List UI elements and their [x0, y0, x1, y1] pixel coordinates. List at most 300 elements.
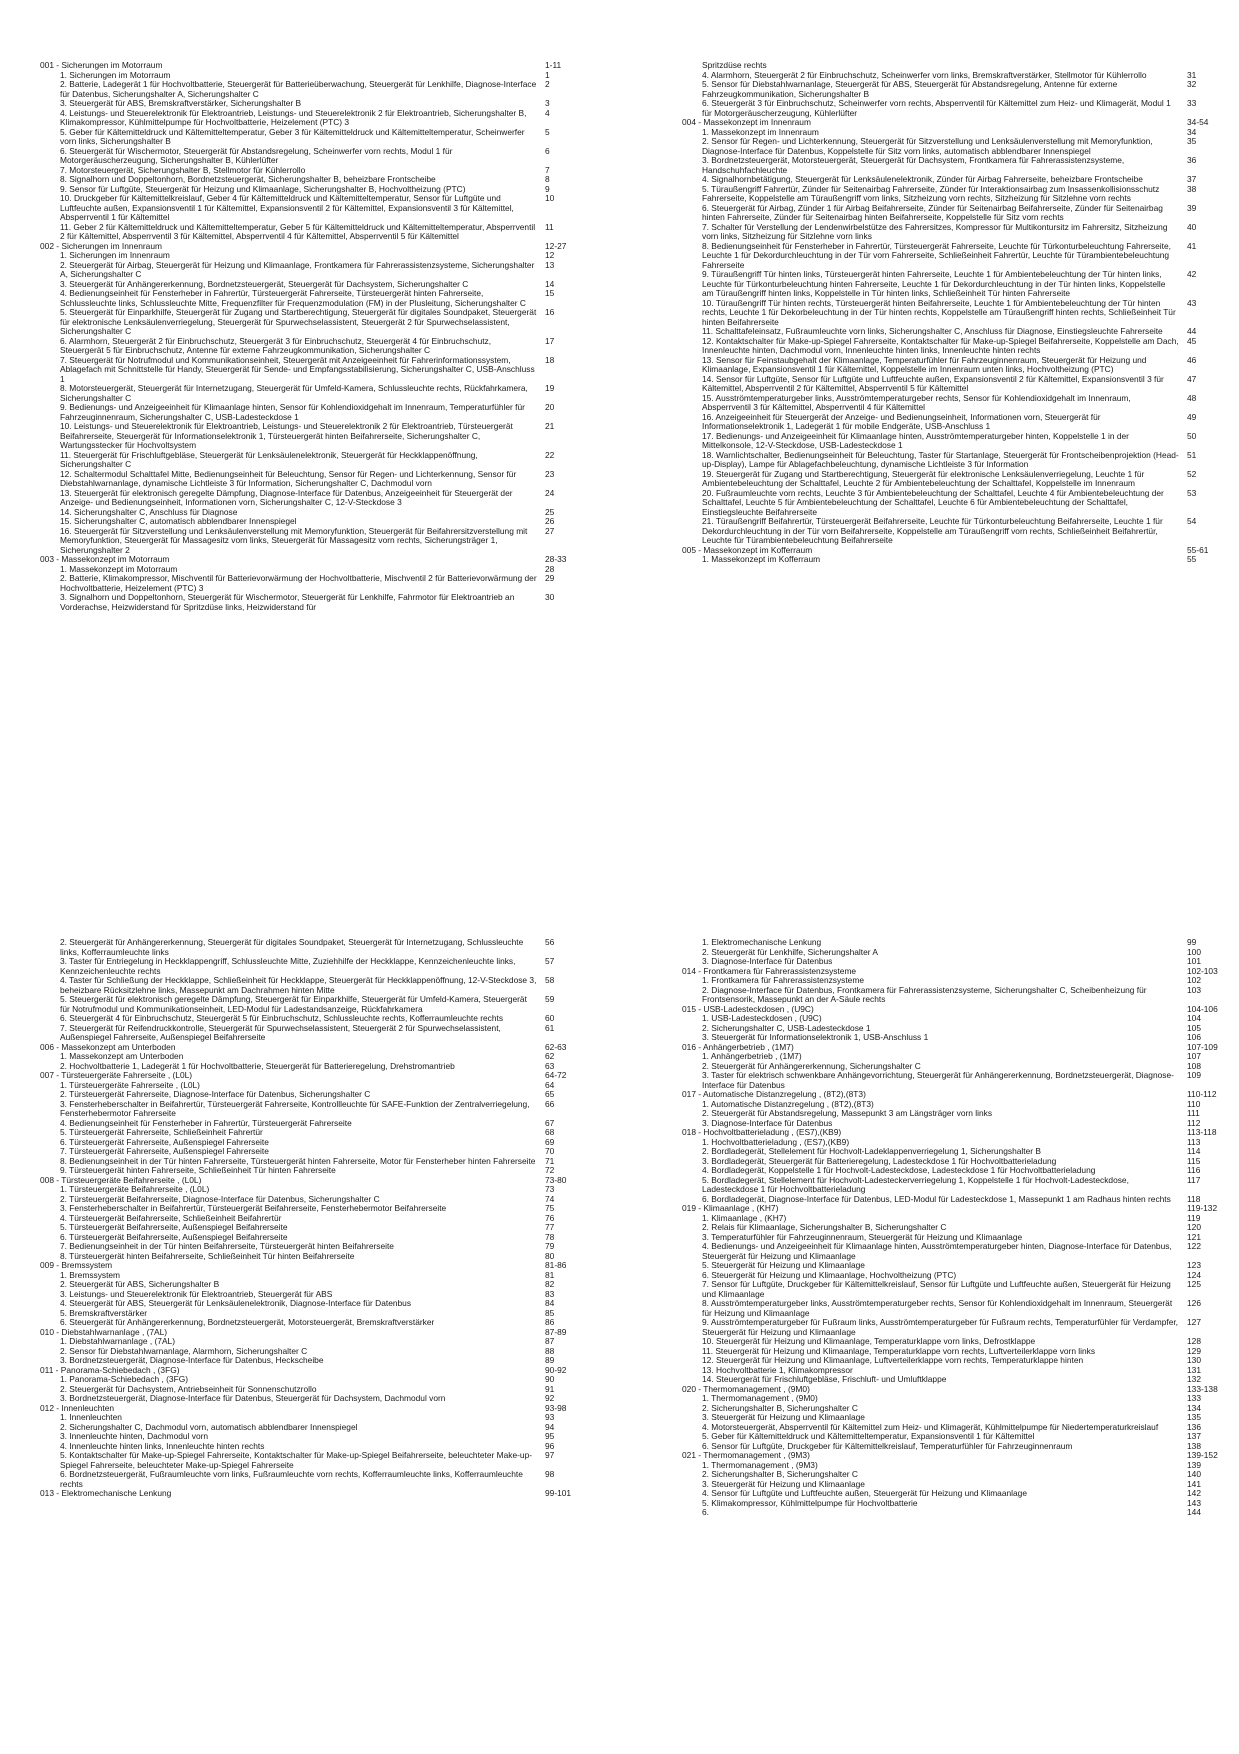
toc-entry-title: 3. Taster für Entriegelung in Heckklappengriff, Schlussleuchte Mitte, Zuziehhilfe der Heckklappe, Kennzeichenleuchte links, Kennzeichenleuchte rechts [60, 956, 516, 976]
toc-entry [682, 1299, 1239, 1318]
toc-page-number: 40 [1187, 221, 1197, 232]
toc-entry [682, 1318, 1239, 1337]
toc-entry-title: 3. Diagnose-Interface für Datenbus [702, 1117, 833, 1128]
toc-page-number: 56 [545, 938, 555, 947]
toc-page-number: 91 [545, 1383, 555, 1394]
toc-page-number: 10 [545, 193, 555, 203]
toc-entry-title: 1. Türsteuergeräte Beifahrerseite , (L0L) [60, 1184, 210, 1194]
toc-entry [682, 99, 1239, 118]
toc-entry-title: 4. Taster für Schließung der Heckklappe, Schließeinheit für Heckklappe, Steuergerät für Heckklappenöffnung, 12-V-Steckdose 3, beheizbare Rücksitzlehne links, Massepunkt am Dachrahmen hinten Mitte [60, 975, 537, 995]
toc-page-number: 65 [545, 1089, 555, 1099]
toc-page-number: 95 [545, 1431, 555, 1441]
toc-page-number: 86 [545, 1317, 555, 1327]
toc-entry-title: 2. Steuergerät für ABS, Sicherungshalter B [60, 1279, 220, 1289]
toc-entry-title: 11. Steuergerät für Frischluftgebläse, Steuergerät für Lenksäulenelektronik, Steuergerät für Heckklappenöffnung, Sicherungshalter C [60, 449, 478, 469]
toc-entry [682, 1508, 1239, 1518]
toc-entry-title: 8. Ausströmtemperaturgeber links, Ausströmtemperaturgeber rechts, Sensor für Kohlendioxidgehalt im Innenraum, Steuergerät für Heizung und Klimaanlage [702, 1298, 1173, 1318]
toc-entry-title: 7. Sensor für Luftgüte, Druckgeber für Kältemittelkreislauf, Sensor für Luftgüte und Luftfeuchte außen, Steuergerät für Heizung und Klimaanlage [702, 1279, 1171, 1299]
toc-entry [40, 593, 606, 612]
toc-entry-title: 7. Motorsteuergerät, Sicherungshalter B, Stellmotor für Kühlerrollo [60, 164, 306, 175]
toc-page-number: 122 [1187, 1241, 1201, 1251]
toc-page-number: 70 [545, 1146, 555, 1156]
toc-page-number: 113-118 [1187, 1127, 1217, 1137]
toc-entry-title: 2. Sicherungshalter C, Dachmodul vorn, automatisch abblendbarer Innenspiegel [60, 1421, 358, 1432]
toc-entry-title: 006 - Massekonzept am Unterboden [40, 1041, 176, 1052]
toc-page-number: 25 [545, 506, 555, 517]
toc-page-number: 100 [1187, 946, 1201, 957]
toc-entry-title: 3. Fensterheberschalter in Beifahrertür, Türsteuergerät Beifahrerseite, Fensterhebermotor Beifahrerseite [60, 1203, 447, 1213]
toc-entry-title: 012 - Innenleuchten [40, 1402, 115, 1413]
toc-page-number: 116 [1187, 1165, 1201, 1175]
page2-right-column [682, 938, 1239, 1710]
toc-entry-title: 1. Panorama-Schiebedach , (3FG) [60, 1374, 189, 1384]
toc-page-number: 47 [1187, 373, 1197, 384]
toc-page-number: 123 [1187, 1260, 1201, 1270]
toc-page-number: 90-92 [545, 1364, 567, 1375]
toc-page-number: 107 [1187, 1051, 1201, 1061]
toc-entry [682, 242, 1239, 271]
toc-entry [40, 1470, 606, 1489]
toc-entry-title: 1. Diebstahlwarnanlage , (7AL) [60, 1336, 175, 1346]
toc-entry [40, 147, 606, 166]
toc-page-number: 81-86 [545, 1260, 567, 1270]
toc-page-number: 63 [545, 1060, 555, 1071]
toc-entry-title: 2. Batterie, Ladegerät 1 für Hochvoltbatterie, Steuergerät für Batterieüberwachung, Steuergerät für Lenkhilfe, Diagnose-Interface für Datenbus, Sicherungshalter A, Sicherungshalter C [60, 79, 537, 99]
toc-entry-title: 6. Steuergerät für Airbag, Zünder 1 für Airbag Beifahrerseite, Zünder für Seitenairbag Beifahrerseite, Zünder für Seitenairbag hinten Fahrerseite, Zünder für Seitenairbag hinten Beifahrerseite, Koppelstelle für Sitz vorn rechts [702, 202, 1163, 222]
toc-entry-title: 6. Sensor für Luftgüte, Druckgeber für Kältemittelkreislauf, Temperaturfühler für Fahrzeuginnenraum [702, 1440, 1073, 1451]
toc-page-number: 48 [1187, 392, 1197, 403]
toc-entry-title: 011 - Panorama-Schiebedach , (3FG) [40, 1364, 180, 1375]
toc-entry [40, 995, 606, 1014]
toc-page-number: 104 [1187, 1013, 1201, 1023]
toc-page-number: 101 [1187, 956, 1201, 966]
toc-page-number: 115 [1187, 1155, 1201, 1166]
toc-page-number: 45 [1187, 335, 1197, 346]
toc-entry-title: 9. Türaußengriff Tür hinten links, Türsteuergerät hinten Fahrerseite, Leuchte 1 für Ambientebeleuchtung der Tür hinten links, Leuchte für Türkonturbeleuchtung hinten Fahrerseite, Leuchte 1 für Dekordurchleuchtung in der Tür hinten links, Koppelstelle am Türaußengriff hinten links, Koppelstelle in Tür hinten links, Schließeinheit Tür hinten Fahrerseite [702, 269, 1166, 298]
toc-page-number: 22 [545, 449, 555, 460]
toc-entry-title: 2. Sensor für Regen- und Lichterkennung, Steuergerät für Sitzverstellung und Lenksäulenverstellung mit Memoryfunktion, Diagnose-Interface für Datenbus, Koppelstelle für Sitz vorn links, automatisch abblendbarer Innenspiegel [702, 136, 1153, 156]
toc-page-number: 71 [545, 1155, 555, 1166]
toc-page-number: 23 [545, 468, 555, 479]
toc-entry-title: 1. Frontkamera für Fahrerassistenzsysteme [702, 975, 864, 985]
toc-entry-title: 7. Steuergerät für Reifendruckkontrolle, Steuergerät für Spurwechselassistent, Steuergerät 2 für Spurwechselassistent, Außenspiegel Fahrerseite, Außenspiegel Beifahrerseite [60, 1022, 501, 1042]
toc-entry-title: 11. Geber 2 für Kältemitteldruck und Kältemitteltemperatur, Geber 5 für Kältemitteldruck und Kältemitteltemperatur, Absperrventil 2 für Kältemittel, Absperrventil 3 für Kältemittel, Absperrventil 4 für Kältemittel, Absperrventil 5 für Kältemittel [60, 221, 536, 241]
toc-entry-title: 8. Bedienungseinheit für Fensterheber in Fahrertür, Türsteuergerät Fahrerseite, Leuchte für Türkonturbeleuchtung Fahrerseite, Leuchte 1 für Dekordurchleuchtung in der Tür vorn Fahrerseite, Schließeinheit Fahrertür, Leuchte für Türambientebeleuchtung Fahrerseite [702, 240, 1171, 270]
toc-page-number: 73-80 [545, 1174, 567, 1185]
toc-page-number: 107-109 [1187, 1041, 1218, 1052]
toc-page-number: 46 [1187, 354, 1197, 365]
toc-page-number: 127 [1187, 1317, 1201, 1327]
toc-page-number: 130 [1187, 1355, 1201, 1365]
toc-page-number: 9 [545, 183, 550, 194]
toc-entry-title: 1. Elektromechanische Lenkung [702, 938, 822, 947]
toc-page-number: 137 [1187, 1431, 1201, 1441]
toc-page-number: 1-11 [545, 61, 562, 70]
toc-entry-title: 3. Diagnose-Interface für Datenbus [702, 956, 833, 966]
toc-entry-title: 2. Batterie, Klimakompressor, Mischventil für Batterievorwärmung der Hochvoltbatterie, Mischventil 2 für Batterievorwärmung der Hochvoltbatterie, Heizelement (PTC) 3 [60, 573, 537, 593]
toc-entry-title: 18. Warnlichtschalter, Bedienungseinheit für Beleuchtung, Taster für Startanlage, Steuergerät für Frontscheibenprojektion (Head-up-Display), Lampe für Ablagefachbeleuchtung, dynamische Lichtleiste 3 für Information [702, 449, 1179, 469]
toc-entry-title: 4. Bedienungseinheit für Fensterheber in Fahrertür, Türsteuergerät Fahrerseite, Türsteuergerät hinten Fahrerseite, Schlussleuchte links, Schlussleuchte Mitte, Frequenzfilter für Frequenzmodulation (FM) in der Plusleitung, Sicherungshalter C [60, 288, 526, 308]
toc-page-number: 119 [1187, 1212, 1201, 1223]
toc-entry-title: 8. Türsteuergerät hinten Beifahrerseite, Schließeinheit Tür hinten Beifahrerseite [60, 1250, 355, 1261]
toc-entry-title: 8. Motorsteuergerät, Steuergerät für Internetzugang, Steuergerät für Umfeld-Kamera, Schlussleuchte rechts, Rückfahrkamera, Sicherungshalter C [60, 383, 528, 403]
toc-entry-title: 4. Motorsteuergerät, Absperrventil für Kältemittel zum Heiz- und Klimagerät, Kühlmittelpumpe für Niedertemperaturkreislauf [702, 1421, 1159, 1432]
toc-page-number: 62-63 [545, 1041, 567, 1052]
toc-page-number: 2 [545, 79, 550, 89]
toc-entry-title: 1. Bremssystem [60, 1269, 121, 1280]
toc-page-number: 60 [545, 1013, 555, 1023]
toc-entry-title: 1. Massekonzept im Innenraum [702, 126, 819, 137]
toc-entry-title: 10. Türaußengriff Tür hinten rechts, Türsteuergerät hinten Beifahrerseite, Leuchte 1 für Ambientebeleuchtung der Tür hinten rechts, Leuchte 1 für Dekorbeleuchtung in der Tür hinten rechts, Koppelstelle am Türaußengriff hinten rechts, Schließeinheit Tür hinten Beifahrerseite [702, 297, 1176, 327]
toc-entry-title: 10. Druckgeber für Kältemittelkreislauf, Geber 4 für Kältemitteldruck und Kältemitteltemperatur, Sensor für Luftgüte und Luftfeuchte außen, Expansionsventil 1 für Kältemittel, Expansionsventil 2 für Kältemittel, Expansionsventil 3 für Kältemittel, Absperrventil 1 für Kältemittel [60, 193, 514, 222]
toc-entry [40, 384, 606, 403]
toc-page-number: 140 [1187, 1469, 1201, 1479]
toc-entry-title: Spritzdüse rechts [702, 61, 767, 70]
toc-entry-title: 2. Türsteuergerät Fahrerseite, Diagnose-Interface für Datenbus, Sicherungshalter C [60, 1089, 371, 1099]
toc-entry [40, 1252, 606, 1262]
toc-page-number: 52 [1187, 468, 1197, 479]
toc-page-number: 38 [1187, 183, 1197, 194]
toc-entry-title: 019 - Klimaanlage , (KH7) [682, 1203, 779, 1213]
toc-page-number: 89 [545, 1355, 555, 1365]
toc-entry-title: 3. Bordladegerät, Steuergerät für Batterieregelung, Ladesteckdose 1 für Hochvoltbatterieladung [702, 1155, 1057, 1166]
toc-entry-title: 6. Bordnetzsteuergerät, Fußraumleuchte vorn links, Fußraumleuchte vorn rechts, Kofferraumleuchte links, Kofferraumleuchte rechts [60, 1469, 523, 1489]
toc-entry [40, 356, 606, 385]
toc-entry-title: 9. Bedienungs- und Anzeigeeinheit für Klimaanlage hinten, Sensor für Kohlendioxidgehalt im Innenraum, Temperaturfühler für Fahrzeuginnenraum, Sicherungshalter C, USB-Ladesteckdose 1 [60, 402, 525, 422]
toc-entry-title: 4. Innenleuchte hinten links, Innenleuchte hinten rechts [60, 1440, 265, 1451]
toc-entry-title: 5. Steuergerät für elektronisch geregelte Dämpfung, Steuergerät für Einparkhilfe, Steuergerät für Umfeld-Kamera, Steuergerät für Notrufmodul und Kommunikationseinheit, LED-Modul für Ladestandsanzeige, Rückfahrkamera [60, 994, 527, 1014]
toc-page-number: 106 [1187, 1032, 1201, 1042]
toc-page-number: 55 [1187, 554, 1197, 564]
toc-entry [682, 451, 1239, 470]
toc-page-number: 93 [545, 1412, 555, 1422]
toc-entry-title: 4. Steuergerät für ABS, Steuergerät für Lenksäulenelektronik, Diagnose-Interface für Datenbus [60, 1298, 412, 1308]
toc-entry-title: 3. Bordnetzsteuergerät, Diagnose-Interface für Datenbus, Steuergerät für Dachsystem, Dachmodul vorn [60, 1393, 446, 1403]
toc-entry-title: 6. Steuergerät 4 für Einbruchschutz, Steuergerät 5 für Einbruchschutz, Schlussleuchte rechts, Kofferraumleuchte rechts [60, 1013, 504, 1023]
toc-entry [40, 1394, 606, 1404]
toc-entry [682, 1071, 1239, 1090]
toc-entry-title: 17. Bedienungs- und Anzeigeeinheit für Klimaanlage hinten, Ausströmtemperaturgeber hinten, Koppelstelle 1 in der Mittelkonsole, 12-V-Steckdose, USB-Ladesteckdose 1 [702, 430, 1129, 450]
toc-page-number: 69 [545, 1136, 555, 1147]
toc-entry [40, 470, 606, 489]
toc-entry-title: 4. Türsteuergerät Beifahrerseite, Schließeinheit Beifahrertür [60, 1212, 282, 1223]
toc-entry-title: 008 - Türsteuergeräte Beifahrerseite , (L0L) [40, 1174, 202, 1185]
toc-page-number: 59 [545, 994, 555, 1004]
toc-entry-title: 4. Bedienungseinheit für Fensterheber in Fahrertür, Türsteuergerät Fahrerseite [60, 1117, 352, 1128]
toc-page-number: 61 [545, 1022, 555, 1033]
toc-page-number: 32 [1187, 79, 1197, 89]
toc-page-number: 133 [1187, 1393, 1201, 1403]
toc-page-number: 5 [545, 126, 550, 137]
toc-page-number: 83 [545, 1288, 555, 1299]
toc-entry-title: 7. Türsteuergerät Fahrerseite, Außenspiegel Fahrerseite [60, 1146, 269, 1156]
toc-entry-title: 6. Türsteuergerät Beifahrerseite, Außenspiegel Beifahrerseite [60, 1231, 288, 1242]
toc-entry-title: 2. Steuergerät für Lenkhilfe, Sicherungshalter A [702, 946, 878, 957]
toc-entry-title: 2. Bordladegerät, Stellelement für Hochvolt-Ladeklappenverriegelung 1, Sicherungshalter B [702, 1146, 1041, 1156]
toc-page-number: 39 [1187, 202, 1197, 213]
toc-page-number: 93-98 [545, 1402, 567, 1413]
toc-entry-title: 2. Steuergerät für Abstandsregelung, Massepunkt 3 am Längsträger vorn links [702, 1108, 993, 1118]
toc-page-number: 128 [1187, 1336, 1201, 1346]
toc-entry-title: 19. Steuergerät für Zugang und Startberechtigung, Steuergerät für elektronische Lenksäulenverriegelung, Leuchte 1 für Ambientebeleuchtung der Schalttafel, Leuchte 2 für Ambientebeleuchtung der Schalttafel, Koppelstelle im Innenraum [702, 468, 1145, 488]
toc-entry [682, 80, 1239, 99]
page1-left-column [40, 61, 606, 807]
toc-entry-title: 6. Türsteuergerät Fahrerseite, Außenspiegel Fahrerseite [60, 1136, 269, 1147]
toc-entry [40, 574, 606, 593]
toc-page-number: 103 [1187, 984, 1201, 995]
toc-entry-title: 007 - Türsteuergeräte Fahrerseite , (L0L) [40, 1070, 193, 1080]
toc-page-number: 102-103 [1187, 965, 1218, 976]
toc-page-number: 29 [545, 573, 555, 583]
toc-page-number: 109 [1187, 1070, 1201, 1080]
toc-entry-title: 2. Relais für Klimaanlage, Sicherungshalter B, Sicherungshalter C [702, 1222, 947, 1232]
toc-entry-title: 6. Steuergerät für Heizung und Klimaanlage, Hochvoltheizung (PTC) [702, 1269, 957, 1280]
toc-page-number: 138 [1187, 1440, 1201, 1451]
toc-page-number: 85 [545, 1307, 555, 1318]
toc-entry [40, 128, 606, 147]
toc-page-number: 132 [1187, 1374, 1201, 1384]
toc-page-number: 28 [545, 563, 555, 574]
toc-entry [682, 470, 1239, 489]
toc-entry-title: 8. Signalhorn und Doppeltonhorn, Bordnetzsteuergerät, Sicherungshalter B, beheizbare Frontscheibe [60, 174, 436, 184]
toc-page-number: 119-132 [1187, 1203, 1218, 1213]
toc-page-number: 73 [545, 1184, 555, 1194]
toc-page-number: 111 [1187, 1108, 1200, 1118]
toc-entry [40, 938, 606, 957]
toc-page-number: 18 [545, 354, 555, 365]
toc-entry-title: 2. Türsteuergerät Beifahrerseite, Diagnose-Interface für Datenbus, Sicherungshalter C [60, 1193, 380, 1204]
toc-entry-title: 11. Steuergerät für Heizung und Klimaanlage, Temperaturklappe vorn rechts, Luftverteilerklappe vorn links [702, 1345, 1096, 1356]
toc-page-number: 133-138 [1187, 1383, 1218, 1394]
toc-page-number: 72 [545, 1165, 555, 1175]
toc-page-number: 31 [1187, 69, 1197, 80]
toc-entry [40, 976, 606, 995]
toc-entry-title: 13. Sensor für Feinstaubgehalt der Klimaanlage, Temperaturfühler für Fahrzeuginnenraum, Steuergerät für Heizung und Klimaanlage, Expansionsventil 1 für Kältemittel, Koppelstelle im Innenraum unten links, Hochvoltheizung (PTC) [702, 354, 1147, 374]
toc-page-number: 118 [1187, 1193, 1201, 1204]
toc-entry [682, 223, 1239, 242]
toc-page-number: 113 [1187, 1136, 1201, 1147]
toc-entry [40, 109, 606, 128]
toc-entry-title: 1. USB-Ladesteckdosen , (U9C) [702, 1013, 822, 1023]
toc-entry-title: 016 - Anhängerbetrieb , (1M7) [682, 1041, 794, 1052]
toc-page-number: 117 [1187, 1174, 1201, 1185]
toc-entry-title: 1. Thermomanagement , (9M3) [702, 1459, 818, 1470]
toc-page-number: 12 [545, 250, 555, 260]
toc-page-number: 66 [545, 1098, 555, 1109]
toc-entry [682, 1280, 1239, 1299]
toc-entry-title: 9. Ausströmtemperaturgeber für Fußraum links, Ausströmtemperaturgeber für Fußraum rechts, Temperaturfühler für Verdampfer, Steuergerät für Heizung und Klimaanlage [702, 1317, 1179, 1337]
toc-entry-title: 1. Klimaanlage , (KH7) [702, 1212, 787, 1223]
toc-page-number: 120 [1187, 1222, 1201, 1232]
toc-entry [682, 356, 1239, 375]
toc-entry-title: 14. Sicherungshalter C, Anschluss für Diagnose [60, 506, 238, 517]
toc-entry-title: 6. Steuergerät für Anhängererkennung, Bordnetzsteuergerät, Motorsteuergerät, Bremskraftverstärker [60, 1317, 435, 1327]
toc-entry-title: 3. Leistungs- und Steuerelektronik für Elektroantrieb, Steuergerät für ABS [60, 1288, 333, 1299]
toc-page-number: 62 [545, 1051, 555, 1061]
toc-page-number: 131 [1187, 1364, 1201, 1375]
toc-page-number: 27 [545, 525, 555, 536]
toc-entry-title: 018 - Hochvoltbatterieladung , (ES7),(KB9) [682, 1127, 842, 1137]
toc-entry-title: 5. Sensor für Diebstahlwarnanlage, Steuergerät für ABS, Steuergerät für Abstandsregelung, Antenne für externe Fahrzeugkommunikation, Sicherungshalter B [702, 79, 1118, 99]
toc-entry-title: 2. Sicherungshalter B, Sicherungshalter C [702, 1469, 858, 1479]
toc-entry [682, 137, 1239, 156]
toc-entry-title: 1. Thermomanagement , (9M0) [702, 1393, 818, 1403]
toc-entry-title: 4. Sensor für Luftgüte und Luftfeuchte außen, Steuergerät für Heizung und Klimaanlage [702, 1488, 1027, 1498]
toc-entry [682, 1176, 1239, 1195]
toc-entry [682, 185, 1239, 204]
toc-entry [682, 337, 1239, 356]
toc-page-number: 11 [545, 221, 554, 232]
toc-page-number: 144 [1187, 1507, 1201, 1517]
toc-entry-title: 10. Leistungs- und Steuerelektronik für Elektroantrieb, Leistungs- und Steuerelektronik 2 für Elektroantrieb, Türsteuergerät Beifahrerseite, Steuergerät für Informationselektronik 1, Türsteuergerät hinten Beifahrerseite, Sicherungshalter C, Wartungsstecker für Hochvoltsystem [60, 421, 513, 450]
toc-entry-title: 1. Anhängerbetrieb , (1M7) [702, 1051, 802, 1061]
toc-entry-title: 1. Hochvoltbatterieladung , (ES7),(KB9) [702, 1136, 850, 1147]
toc-page-number: 87 [545, 1336, 555, 1346]
toc-entry-title: 3. Taster für elektrisch schwenkbare Anhängevorrichtung, Steuergerät für Anhängererkennung, Bordnetzsteuergerät, Diagnose-Interface für Datenbus [702, 1070, 1174, 1090]
toc-page-number: 90 [545, 1374, 555, 1384]
toc-entry-title: 9. Sensor für Luftgüte, Steuergerät für Heizung und Klimaanlage, Sicherungshalter B, Hochvoltheizung (PTC) [60, 183, 466, 194]
toc-entry-title: 013 - Elektromechanische Lenkung [40, 1488, 172, 1498]
toc-page-number: 92 [545, 1393, 555, 1403]
toc-page-number: 114 [1187, 1146, 1201, 1156]
toc-entry-title: 12. Steuergerät für Heizung und Klimaanlage, Luftverteilerklappe vorn rechts, Temperaturklappe hinten [702, 1355, 1084, 1365]
toc-entry-title: 3. Steuergerät für Anhängererkennung, Bordnetzsteuergerät, Steuergerät für Dachsystem, Sicherungshalter C [60, 278, 469, 289]
toc-page-number: 20 [545, 402, 555, 412]
toc-entry-title: 6. Steuergerät 3 für Einbruchschutz, Scheinwerfer vorn rechts, Absperrventil für Kältemittel zum Heiz- und Klimagerät, Modul 1 für Motorgeräuscherzeugung, Kühlerlüfter [702, 98, 1171, 118]
toc-page-number: 121 [1187, 1231, 1201, 1242]
toc-page-number: 58 [545, 975, 555, 985]
toc-entry-title: 3. Temperaturfühler für Fahrzeuginnenraum, Steuergerät für Heizung und Klimaanlage [702, 1231, 1023, 1242]
toc-entry-title: 14. Steuergerät für Frischluftgebläse, Frischluft- und Umluftklappe [702, 1374, 947, 1384]
toc-page-number: 64-72 [545, 1070, 567, 1080]
toc-page-number: 129 [1187, 1345, 1201, 1356]
toc-entry-title: 5. Steuergerät für Einparkhilfe, Steuergerät für Zugang und Startberechtigung, Steuergerät für digitales Soundpaket, Steuergerät für elektronische Lenksäulenverriegelung, Steuergerät für Spurwechselassistent, Steuergerät 2 für Spurwechselassistent, Sicherungshalter C [60, 307, 537, 336]
toc-section-heading [40, 1489, 606, 1499]
toc-entry-title: 3. Steuergerät für Heizung und Klimaanlage [702, 1412, 865, 1422]
toc-entry-title: 2. Diagnose-Interface für Datenbus, Frontkamera für Fahrerassistenzsysteme, Sicherungshalter C, Scheibenheizung für Frontsensorik, Massepunkt an der A-Säule rechts [702, 984, 1147, 1004]
toc-entry-title: 2. Hochvoltbatterie 1, Ladegerät 1 für Hochvoltbatterie, Steuergerät für Batterieregelung, Drehstromantrieb [60, 1060, 455, 1071]
toc-entry-title: 12. Schaltermodul Schalttafel Mitte, Bedienungseinheit für Beleuchtung, Sensor für Regen- und Lichterkennung, Sensor für Diebstahlwarnanlage, dynamische Lichtleiste 3 für Information, Sicherungshalter C, Dachmodul vorn [60, 468, 517, 488]
toc-page-number: 74 [545, 1193, 555, 1204]
toc-entry [682, 394, 1239, 413]
toc-entry-title: 10. Steuergerät für Heizung und Klimaanlage, Temperaturklappe vorn links, Defrostklappe [702, 1336, 1036, 1346]
toc-entry [682, 270, 1239, 299]
toc-entry-title: 010 - Diebstahlwarnanlage , (7AL) [40, 1326, 168, 1337]
toc-entry-title: 2. Sicherungshalter B, Sicherungshalter C [702, 1402, 858, 1413]
toc-page-number: 14 [545, 278, 555, 289]
toc-page-number: 126 [1187, 1298, 1201, 1308]
toc-entry [682, 375, 1239, 394]
toc-entry-title: 020 - Thermomanagement , (9M0) [682, 1383, 810, 1394]
toc-entry-title: 1. Automatische Distanzregelung , (8T2),(8T3) [702, 1098, 874, 1109]
toc-entry [40, 527, 606, 556]
toc-entry [40, 957, 606, 976]
toc-entry [682, 986, 1239, 1005]
toc-entry [40, 422, 606, 451]
toc-entry [40, 489, 606, 508]
toc-page-number: 34 [1187, 126, 1197, 137]
toc-entry-title: 2. Steuergerät für Anhängererkennung, Steuergerät für digitales Soundpaket, Steuergerät für Internetzugang, Schlussleuchte links, Kofferraumleuchte links [60, 938, 524, 957]
toc-page-number: 19 [545, 383, 555, 393]
toc-page-number: 34-54 [1187, 117, 1209, 127]
toc-page-number: 139 [1187, 1459, 1201, 1470]
toc-entry-title: 15. Sicherungshalter C, automatisch abblendbarer Innenspiegel [60, 516, 297, 526]
toc-entry-title: 4. Leistungs- und Steuerelektronik für Elektroantrieb, Leistungs- und Steuerelektronik 2 für Elektroantrieb, Sicherungshalter B, Klimakompressor, Kühlmittelpumpe für Hochvoltbatterie, Heizelement (PTC) 3 [60, 107, 527, 127]
toc-entry-title: 1. Innenleuchten [60, 1412, 122, 1422]
toc-entry-title: 5. Kontaktschalter für Make-up-Spiegel Fahrerseite, Kontaktschalter für Make-up-Spiegel Beifahrerseite, beleuchteter Make-up-Spiegel Fahrerseite, beleuchteter Make-up-Spiegel Fahrerseite [60, 1450, 533, 1470]
toc-entry-title: 1. Sicherungen im Innenraum [60, 250, 170, 260]
toc-entry-title: 2. Sensor für Diebstahlwarnanlage, Alarmhorn, Sicherungshalter C [60, 1345, 308, 1356]
toc-page-number: 67 [545, 1117, 555, 1128]
toc-entry-title: 009 - Bremssystem [40, 1260, 113, 1270]
toc-entry [40, 451, 606, 470]
toc-entry-title: 13. Steuergerät für elektronisch geregelte Dämpfung, Diagnose-Interface für Datenbus, Anzeigeeinheit für Steuergerät der Anzeige- und Bedienungseinheit, Informationen vorn, Sicherungshalter C, 12-V-Steckdose 3 [60, 487, 513, 507]
toc-page-number: 124 [1187, 1269, 1201, 1280]
toc-entry-title: 6. Bordladegerät, Diagnose-Interface für Datenbus, LED-Modul für Ladesteckdose 1, Massepunkt 1 am Radhaus hinten rechts [702, 1193, 1171, 1204]
toc-entry-title: 7. Schalter für Verstellung der Lendenwirbelstütze des Fahrersitzes, Kompressor für Multikontursitz im Fahrersitz, Sitzheizung vorn links, Sitzheizung für Sitzlehne vorn links [702, 221, 1168, 241]
toc-entry-title: 5. Bordladegerät, Stellelement für Hochvolt-Ladesteckerverriegelung 1, Koppelstelle 1 für Hochvolt-Ladesteckdose, Ladesteckdose 1 für Hochvoltbatterieladung [702, 1174, 1129, 1194]
toc-entry-title: 021 - Thermomanagement , (9M3) [682, 1450, 810, 1460]
toc-entry-title: 1. Türsteuergeräte Fahrerseite , (L0L) [60, 1079, 200, 1090]
toc-entry-title: 11. Schalttafeleinsatz, Fußraumleuchte vorn links, Sicherungshalter C, Anschluss für Diagnose, Einstiegsleuchte Fahrerseite [702, 326, 1163, 336]
toc-entry-title: 16. Anzeigeeinheit für Steuergerät der Anzeige- und Bedienungseinheit, Informationen vorn, Steuergerät für Informationselektronik 1, Ladegerät 1 für mobile Endgeräte, USB-Anschluss 1 [702, 411, 1101, 431]
toc-page-number: 98 [545, 1469, 555, 1479]
toc-entry-title: 12. Kontaktschalter für Make-up-Spiegel Fahrerseite, Kontaktschalter für Make-up-Spiegel Beifahrerseite, Koppelstelle am Dach, Innenleuchte hinten, Dachmodul vorn, Innenleuchte hinten links, Innenleuchte hinten rechts [702, 335, 1179, 355]
toc-entry-title: 003 - Massekonzept im Motorraum [40, 554, 170, 564]
toc-entry-title: 6. [702, 1507, 709, 1517]
toc-page-number: 110 [1187, 1098, 1201, 1109]
toc-entry-title: 21. Türaußengriff Beifahrertür, Türsteuergerät Beifahrerseite, Leuchte für Türkonturbeleuchtung Beifahrerseite, Leuchte 1 für Dekordurchleuchtung in der Tür vorn Beifahrerseite, Koppelstelle am Türaußengriff vorn rechts, Schließeinheit Beifahrertür, Leuchte für Türambientebeleuchtung Beifahrerseite [702, 516, 1163, 545]
toc-entry-title: 5. Geber für Kältemitteldruck und Kältemitteltemperatur, Expansionsventil 1 für Kältemittel [702, 1431, 1035, 1441]
toc-entry-title: 4. Bordladegerät, Koppelstelle 1 für Hochvolt-Ladesteckdose, Ladesteckdose 1 für Hochvoltbatterieladung [702, 1165, 1096, 1175]
toc-entry [40, 80, 606, 99]
toc-entry-title: 16. Steuergerät für Sitzverstellung und Lenksäulenverstellung mit Memoryfunktion, Steuergerät für Beifahrersitzverstellung mit Memoryfunktion, Steuergerät für Massagesitz vorn links, Steuergerät für Massagesitz vorn rechts, Sicherungsträger 1, Sicherungshalter 2 [60, 525, 528, 555]
toc-page-number: 136 [1187, 1421, 1201, 1432]
toc-page-number: 53 [1187, 487, 1197, 498]
toc-page-number: 112 [1187, 1117, 1201, 1128]
toc-page-number: 134 [1187, 1402, 1201, 1413]
toc-entry [682, 555, 1239, 565]
toc-page-number: 8 [545, 174, 550, 184]
toc-entry-title: 5. Bremskraftverstärker [60, 1307, 148, 1318]
toc-page-number: 87-89 [545, 1326, 567, 1337]
toc-page-number: 55-61 [1187, 544, 1209, 555]
toc-page-number: 142 [1187, 1488, 1201, 1498]
toc-entry-title: 005 - Massekonzept im Kofferraum [682, 544, 813, 555]
toc-page-number: 76 [545, 1212, 555, 1223]
toc-entry-title: 015 - USB-Ladesteckdosen , (U9C) [682, 1003, 814, 1014]
toc-page-number: 17 [545, 335, 555, 346]
toc-page-number: 96 [545, 1440, 555, 1451]
toc-page-number: 37 [1187, 174, 1197, 184]
toc-page-number: 99 [1187, 938, 1197, 947]
toc-entry-title: 5. Steuergerät für Heizung und Klimaanlage [702, 1260, 865, 1270]
toc-page-number: 108 [1187, 1060, 1201, 1071]
toc-page-number: 88 [545, 1345, 555, 1356]
toc-entry-title: 3. Steuergerät für ABS, Bremskraftverstärker, Sicherungshalter B [60, 98, 302, 108]
toc-entry [40, 403, 606, 422]
toc-entry-title: 2. Sicherungshalter C, USB-Ladesteckdose 1 [702, 1022, 871, 1033]
toc-page-number: 94 [545, 1421, 555, 1432]
toc-page-number: 16 [545, 307, 555, 317]
toc-page-number: 125 [1187, 1279, 1201, 1289]
toc-entry [682, 204, 1239, 223]
toc-entry-title: 3. Steuergerät für Informationselektronik 1, USB-Anschluss 1 [702, 1032, 929, 1042]
toc-page-number: 77 [545, 1222, 555, 1232]
toc-entry-title: 017 - Automatische Distanzregelung , (8T2),(8T3) [682, 1089, 866, 1099]
toc-page-number: 104-106 [1187, 1003, 1218, 1014]
toc-entry [40, 337, 606, 356]
